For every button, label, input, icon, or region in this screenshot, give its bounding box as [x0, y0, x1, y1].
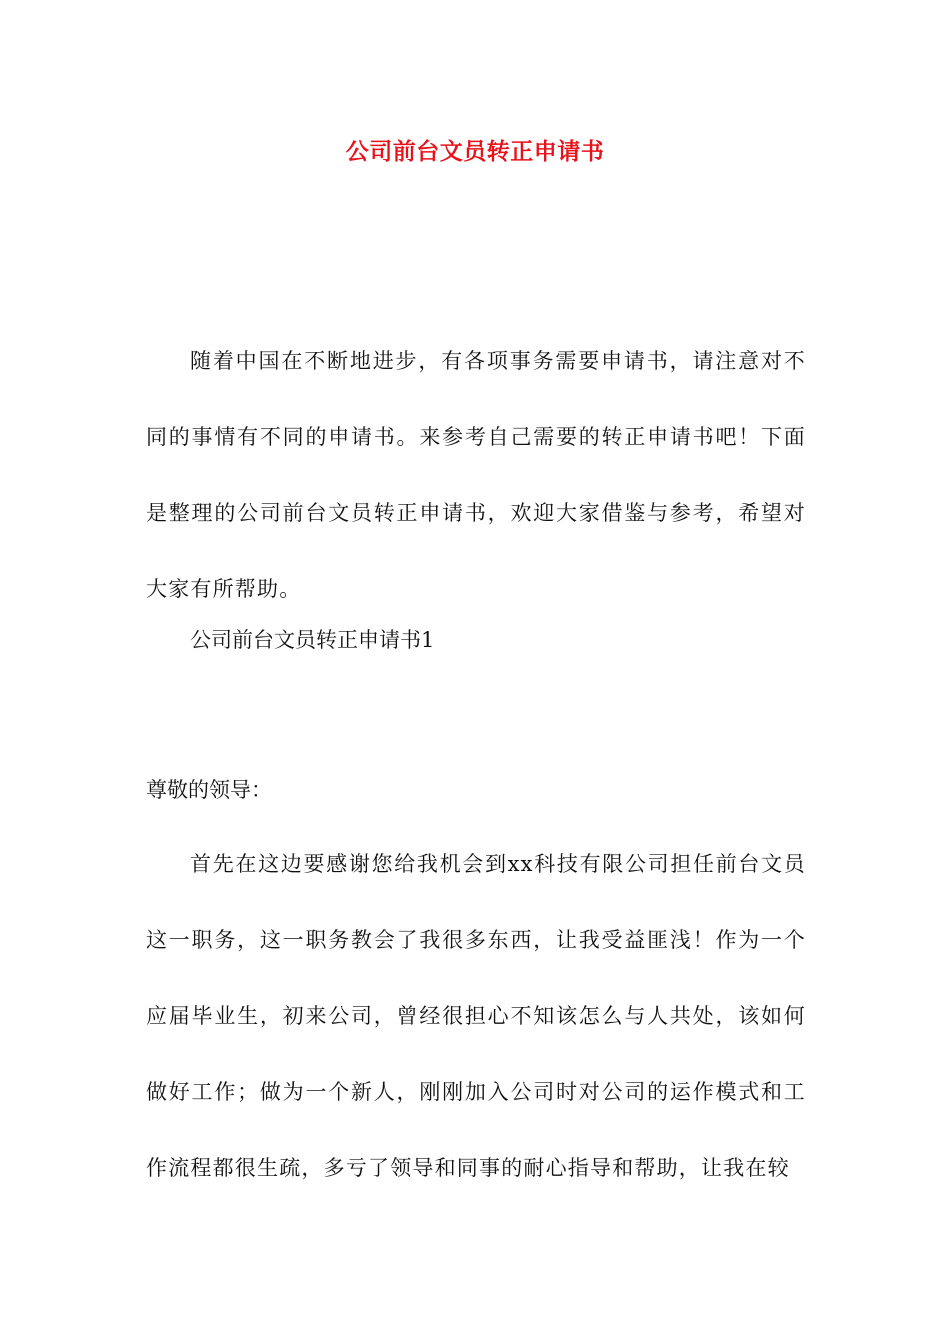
body-paragraph: 首先在这边要感谢您给我机会到xx科技有限公司担任前台文员这一职务，这一职务教会了我很多东西，让我受益匪浅！作为一个应届毕业生，初来公司，曾经很担心不知该怎么与人共处，该如何做好工作；做为一个新人，刚刚加入公司时对公司的运作模式和工作流程都很生疏，多亏了领导和同事的耐心指导和帮助，让我在较: [146, 852, 806, 1180]
document-title: 公司前台文员转正申请书: [345, 139, 605, 165]
salutation: 尊敬的领导：: [146, 778, 272, 802]
section-heading: 公司前台文员转正申请书1: [190, 628, 435, 652]
intro-paragraph: 随着中国在不断地进步，有各项事务需要申请书，请注意对不同的事情有不同的申请书。来参考自己需要的转正申请书吧！下面是整理的公司前台文员转正申请书，欢迎大家借鉴与参考，希望对大家有所帮助。: [146, 349, 806, 601]
